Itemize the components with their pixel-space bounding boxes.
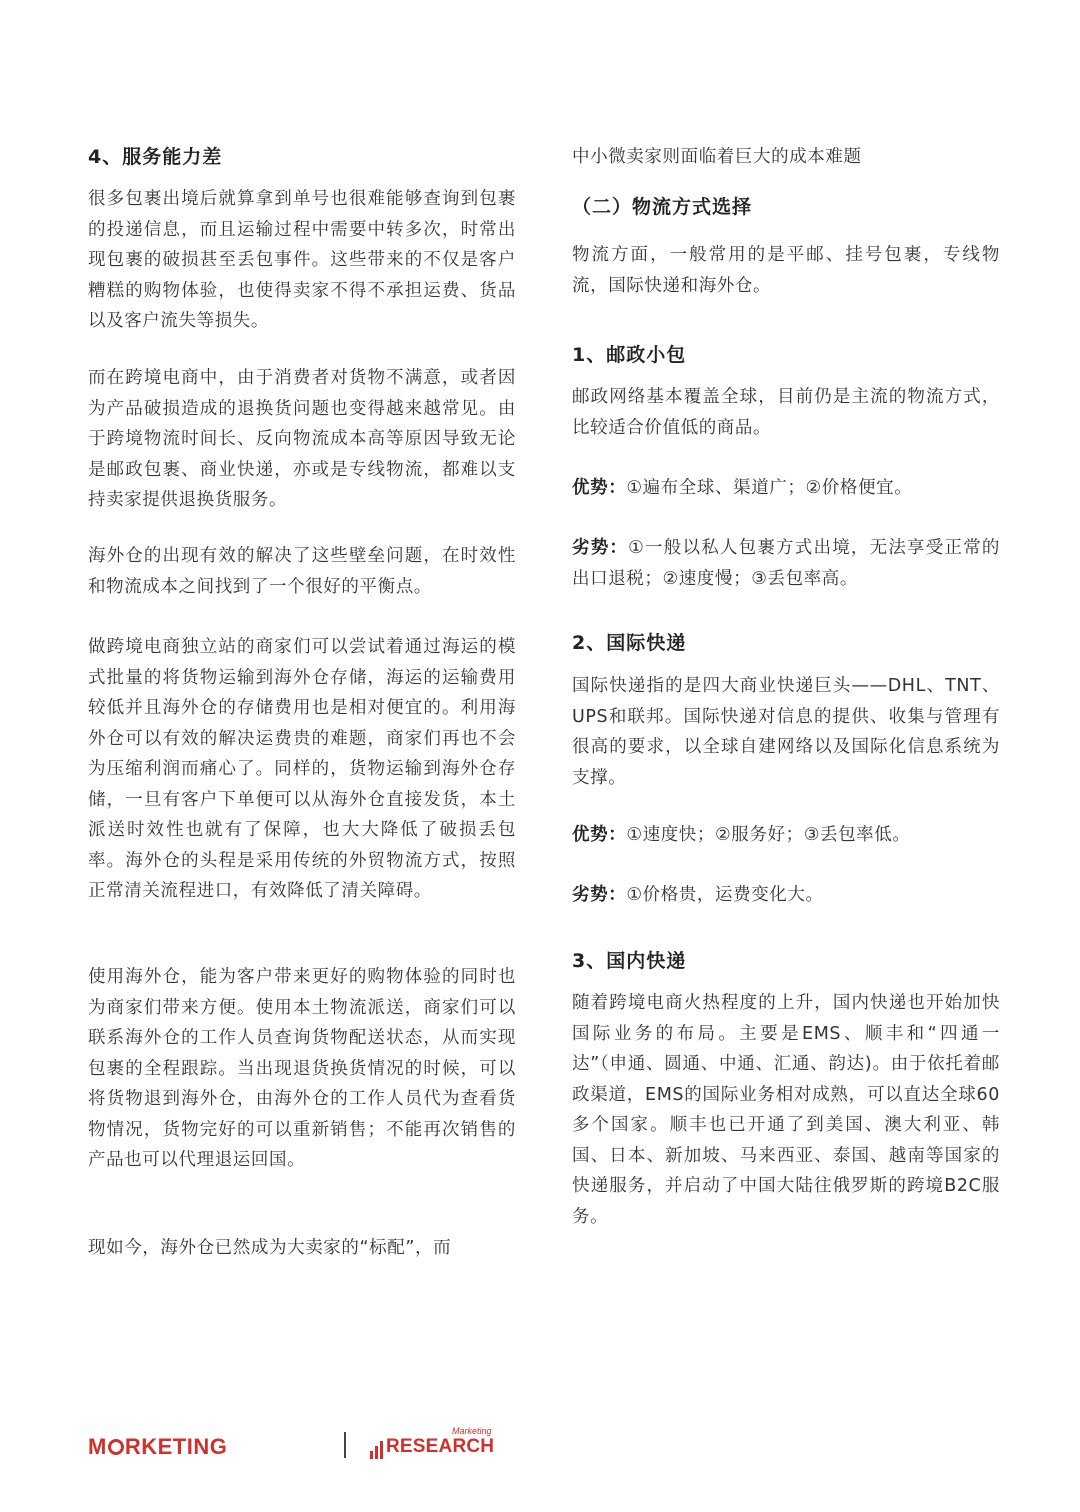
bar-chart-icon [370,1441,386,1459]
heading-postal-parcel: 1、邮政小包 [572,344,687,366]
target-ring-icon [108,1439,124,1455]
paragraph-standard-config: 现如今，海外仓已然成为大卖家的“标配”，而 [88,1238,452,1258]
paragraph-sea-freight: 做跨境电商独立站的商家们可以尝试着通过海运的模式批量的将货物运输到海外仓存储，海运的运输费用较低并且海外仓的存储费用也是相对便宜的。利用海外仓可以有效的解决运费贵的难题，商家们再也不会为压缩利润而痛心了。同样的，货物运输到海外仓存储，一旦有客户下单便可以从海外仓直接发货，本土派送时效性也就有了保障，也大大降低了破损丢包率。海外仓的头程是采用传统的外贸物流方式，按照正常清关流程进口，有效降低了清关障碍。 [88,637,516,901]
disadvantage-text: ①一般以私人包裹方式出境，无法享受正常的出口退税；②速度慢；③丢包率高。 [572,538,1001,589]
paragraph-postal-parcel: 邮政网络基本覆盖全球，目前仍是主流的物流方式，比较适合价值低的商品。 [572,387,1000,438]
advantage-text: ①遍布全球、渠道广；②价格便宜。 [626,478,913,498]
heading-international-express: 2、国际快递 [572,632,687,654]
disadvantage-text: ①价格贵，运费变化大。 [626,885,824,905]
research-logo: RESEARCH [386,1436,495,1457]
advantage-text: ①速度快；②服务好；③丢包率低。 [626,825,911,845]
paragraph-returns-issues: 而在跨境电商中，由于消费者对货物不满意，或者因为产品破损造成的退换货问题也变得越来越常见。由于跨境物流时间长、反向物流成本高等原因导致无论是邮政包裹、商业快递，亦或是专线物流，都难以支持卖家提供退换货服务。 [88,368,516,510]
paragraph-tracking-issues: 很多包裹出境后就算拿到单号也很难能够查询到包裹的投递信息，而且运输过程中需要中转多次，时常出现包裹的破损甚至丢包事件。这些带来的不仅是客户糟糕的购物体验，也使得卖家不得不承担运费、货品以及客户流失等损失。 [88,189,516,331]
heading-logistics-choice: （二）物流方式选择 [572,196,753,218]
paragraph-overseas-warehouse-balance: 海外仓的出现有效的解决了这些壁垒问题，在时效性和物流成本之间找到了一个很好的平衡点。 [88,546,516,597]
heading-domestic-express: 3、国内快递 [572,950,687,972]
paragraph-international-express: 国际快递指的是四大商业快递巨头——DHL、TNT、UPS和联邦。国际快递对信息的提供、收集与管理有很高的要求，以全球自建网络以及国际化信息系统为支撑。 [572,676,1000,788]
footer-logo [88,1426,495,1464]
logo-divider [344,1432,346,1458]
paragraph-continuation: 中小微卖家则面临着巨大的成本难题 [572,147,862,167]
disadvantage-label: 劣势： [572,538,629,558]
paragraph-domestic-express: 随着跨境电商火热程度的上升，国内快递也开始加快国际业务的布局。主要是EMS、顺丰和“四通一达”（申通、圆通、中通、汇通、韵达)。由于依托着邮政渠道，EMS的国际业务相对成熟，可以直达全球60多个国家。顺丰也已开通了到美国、澳大利亚、韩国、日本、新加坡、马来西亚、泰国、越南等国家的快递服务，并启动了中国大陆往俄罗斯的跨境B2C服务。 [572,993,1000,1227]
intl-advantages [572,820,1000,851]
heading-service-capability: 4、服务能力差 [88,146,223,168]
paragraph-customer-experience: 使用海外仓，能为客户带来更好的购物体验的同时也为商家们带来方便。使用本土物流派送，商家们可以联系海外仓的工作人员查询货物配送状态，从而实现包裹的全程跟踪。当出现退货换货情况的时候，可以将货物退到海外仓，由海外仓的工作人员代为查看货物情况，货物完好的可以重新销售；不能再次销售的产品也可以代理退运回国。 [88,967,516,1170]
research-logo-small: Marketing [452,1426,492,1436]
advantage-label: 优势： [572,825,627,845]
intl-disadvantages [572,880,1000,911]
disadvantage-label: 劣势： [572,885,627,905]
advantage-label: 优势： [572,478,627,498]
postal-disadvantages [572,533,1000,594]
paragraph-logistics-intro: 物流方面，一般常用的是平邮、挂号包裹，专线物流，国际快递和海外仓。 [572,245,1000,296]
marketing-logo: M RKETING [88,1434,228,1459]
postal-advantages [572,473,1000,504]
